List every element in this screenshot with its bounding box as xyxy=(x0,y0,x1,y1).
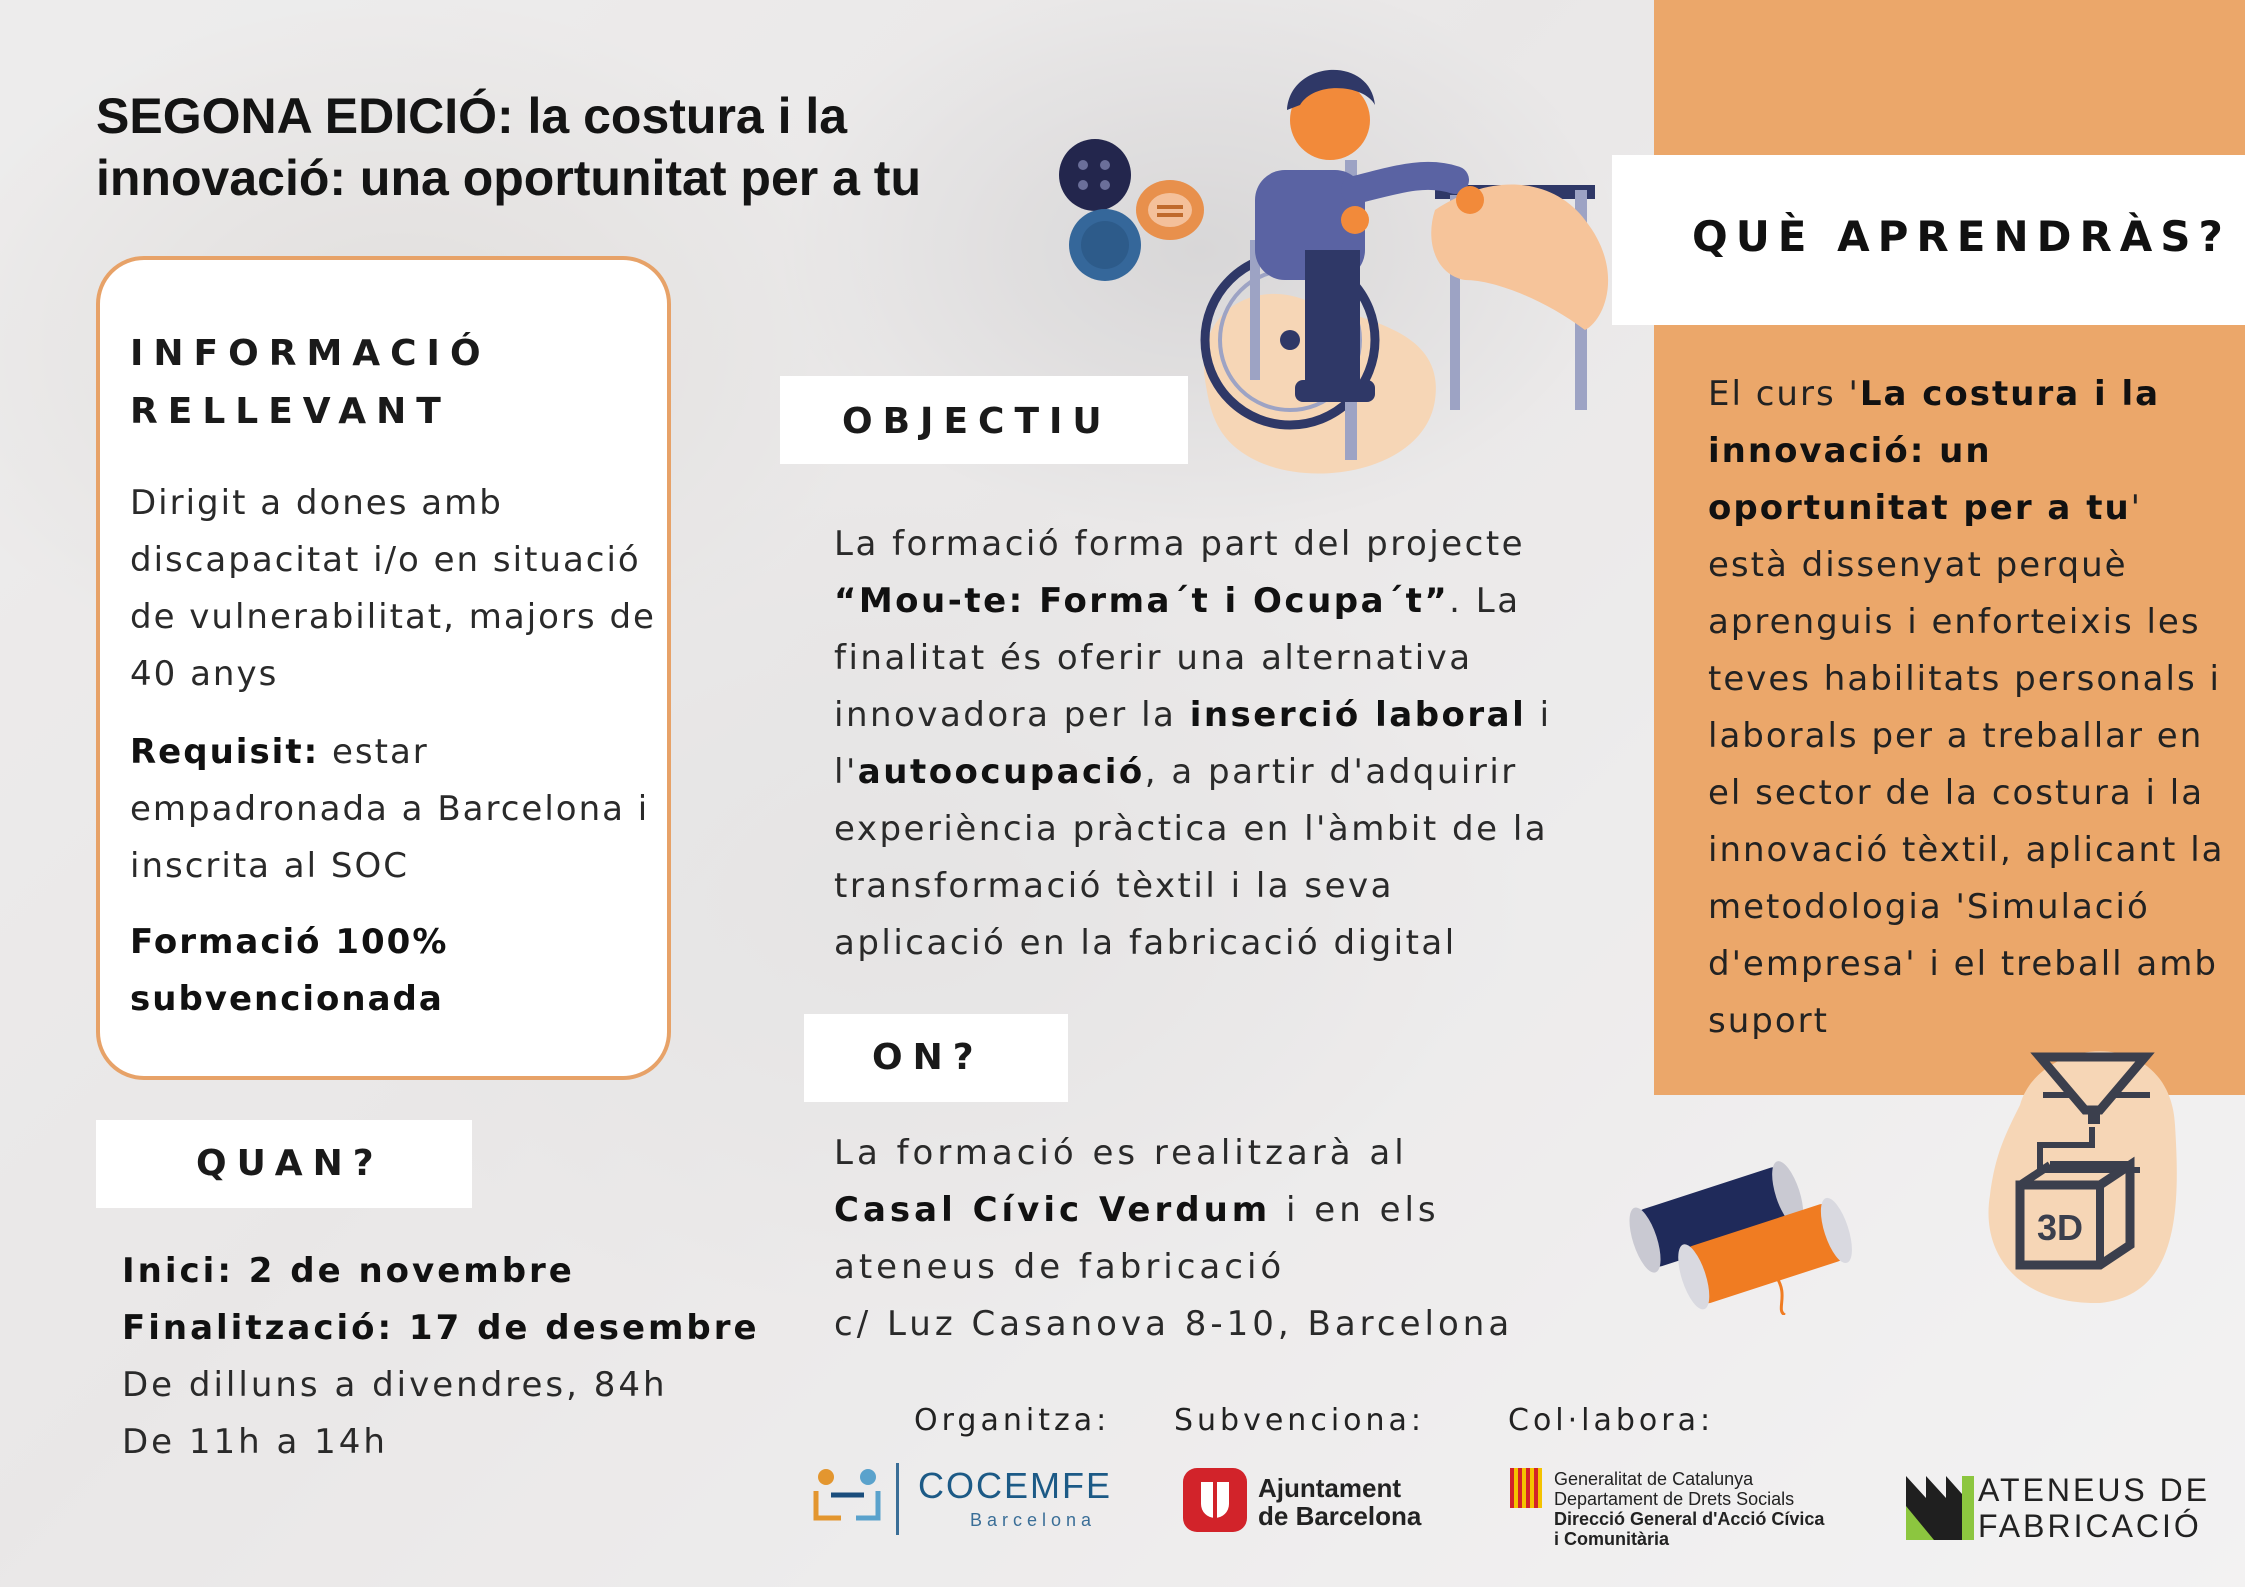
on-p1: La formació es realitzarà al xyxy=(834,1133,1408,1173)
objectiu-p2: . La finalitat és oferir una alternativa innovadora per la xyxy=(834,581,1521,735)
ajuntament-name xyxy=(1258,1474,1421,1530)
generalitat-line1: Generalitat de Catalunya xyxy=(1554,1469,1754,1489)
info-heading-line2: RELLEVANT xyxy=(130,391,451,432)
objectiu-p3: i l' xyxy=(834,695,1552,792)
info-formacio: Formació 100% subvencionada xyxy=(130,922,449,1019)
generalitat-line2: Departament de Drets Socials xyxy=(1554,1489,1795,1509)
quan-finalitzacio: Finalització: 17 de desembre xyxy=(122,1308,760,1348)
place-name: Casal Cívic Verdum xyxy=(834,1190,1272,1230)
quan-inici: Inici: 2 de novembre xyxy=(122,1251,575,1291)
subvenciona-label: Subvenciona: xyxy=(1174,1403,1426,1438)
ajuntament-line2: de Barcelona xyxy=(1258,1501,1422,1531)
requisit-label: Requisit: xyxy=(130,732,320,772)
ajuntament-shield-icon xyxy=(1183,1468,1247,1532)
cocemfe-name: COCEMFE xyxy=(918,1465,1112,1506)
cocemfe-divider xyxy=(896,1463,899,1535)
print-3d-label: 3D xyxy=(2036,1207,2084,1248)
objectiu-p1: La formació forma part del projecte xyxy=(834,524,1526,564)
generalitat-line4: i Comunitària xyxy=(1554,1529,1670,1549)
objectiu-p4: , a partir d'adquirir experiència pràctica en l'àmbit de la transformació tèxtil i la seva aplicació en la fabricació digital xyxy=(834,752,1549,963)
que-text-body: ' està dissenyat perquè aprenguis i enforteixis les teves habilitats personals i laborals per a treballar en el sector de la costura i la innovació tèxtil, aplicant la metodologia 'Simulació d'empresa' i el treball amb suport xyxy=(1708,488,2225,1041)
ateneus-logo-bar xyxy=(1962,1476,1974,1540)
on-address: c/ Luz Casanova 8-10, Barcelona xyxy=(834,1304,1514,1344)
info-target: Dirigit a dones amb discapacitat i/o en situació de vulnerabilitat, majors de 40 anys xyxy=(130,483,656,694)
generalitat-line3: Direcció General d'Acció Cívica xyxy=(1554,1509,1825,1529)
info-requisit xyxy=(130,724,660,895)
col-labora-label: Col·labora: xyxy=(1508,1403,1715,1438)
page-title: SEGONA EDICIÓ: la costura i la innovació: una oportunitat per a tu xyxy=(96,88,921,206)
project-name: “Mou-te: Forma´t i Ocupa´t” xyxy=(834,581,1450,621)
ateneus-name xyxy=(1978,1472,2210,1544)
objectiu-text xyxy=(834,516,1554,972)
que-text-intro: El curs ' xyxy=(1708,374,1860,414)
course-name: La costura i la innovació: un oportunitat per a tu xyxy=(1708,374,2161,528)
3d-printer-illustration xyxy=(1980,1035,2190,1305)
requisit-text: estar empadronada a Barcelona i inscrita al SOC xyxy=(130,732,650,886)
info-heading xyxy=(130,325,491,441)
ateneus-line2: FABRICACIÓ xyxy=(1978,1508,2202,1544)
thread-spools-illustration xyxy=(1625,1135,1855,1315)
quan-hours: De 11h a 14h xyxy=(122,1422,388,1462)
que-aprendras-text xyxy=(1708,366,2228,1050)
autoocupacio: autoocupació xyxy=(857,752,1145,792)
cocemfe-city: Barcelona xyxy=(970,1510,1097,1530)
sewing-woman-illustration xyxy=(1195,50,1645,480)
generalitat-flag-icon xyxy=(1510,1468,1542,1508)
quan-days: De dilluns a divendres, 84h xyxy=(122,1365,668,1405)
organitza-label: Organitza: xyxy=(914,1403,1111,1438)
quan-heading: QUAN? xyxy=(196,1143,384,1184)
generalitat-text xyxy=(1554,1469,1824,1549)
ateneus-line1: ATENEUS DE xyxy=(1978,1472,2211,1508)
que-aprendras-heading: QUÈ APRENDRÀS? xyxy=(1692,212,2231,261)
cocemfe-logo-icon xyxy=(806,1463,896,1533)
objectiu-heading: OBJECTIU xyxy=(842,401,1112,442)
ateneus-logo-icon xyxy=(1906,1476,1962,1540)
insercio-laboral: inserció laboral xyxy=(1189,695,1527,735)
on-p2: i en els ateneus de fabricació xyxy=(834,1190,1440,1287)
on-heading: ON? xyxy=(872,1037,984,1078)
ajuntament-line1: Ajuntament xyxy=(1258,1473,1401,1503)
on-text xyxy=(834,1125,1524,1296)
info-heading-line1: INFORMACIÓ xyxy=(130,333,491,374)
